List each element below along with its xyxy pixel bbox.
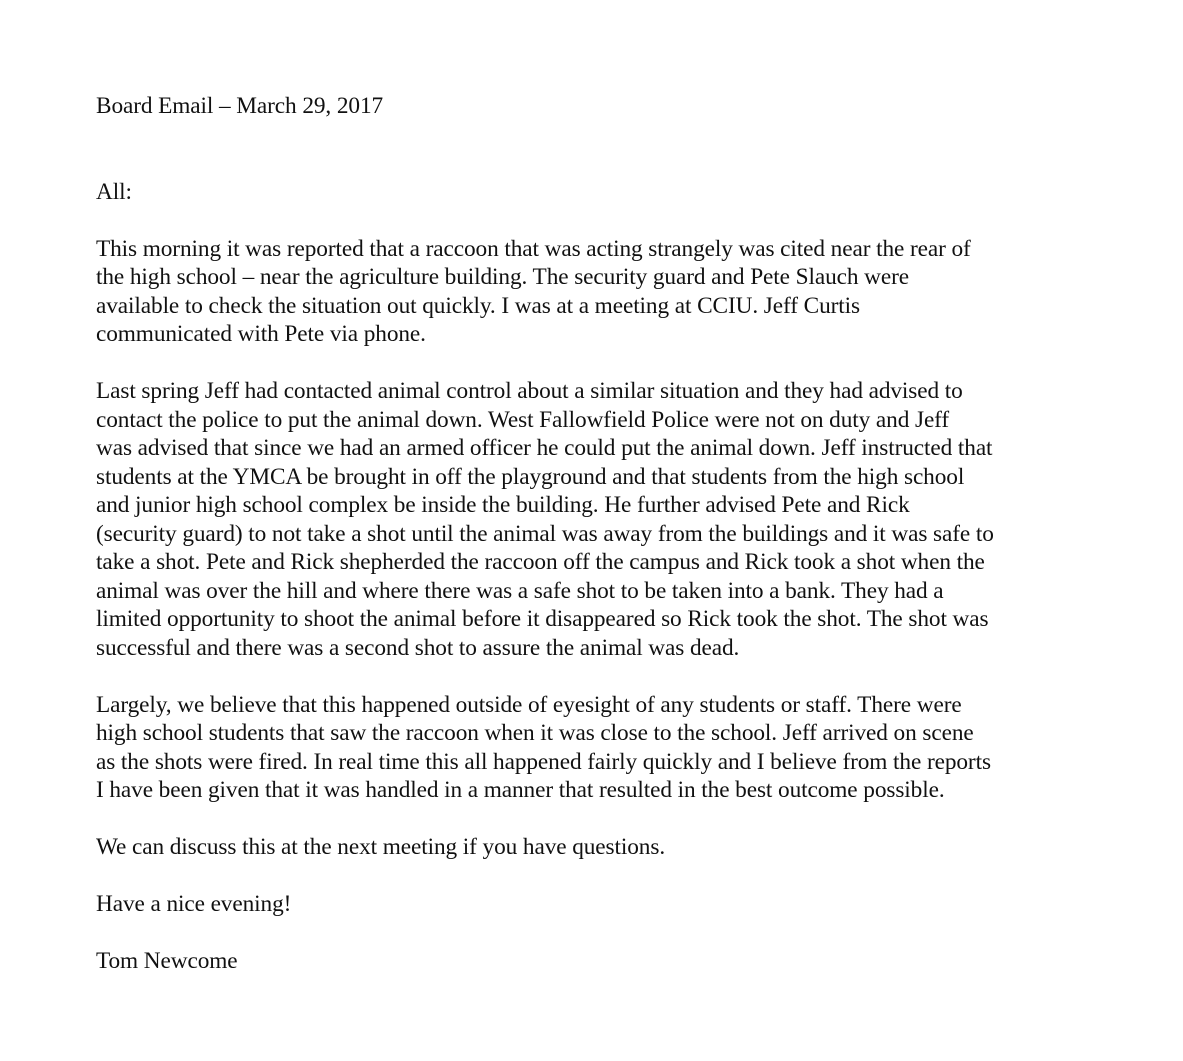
- text-line: and junior high school complex be inside the building. He further advised Pete and Rick: [96, 492, 910, 518]
- paragraph-discussion: [96, 833, 1076, 862]
- text-line: This morning it was reported that a raccoon that was acting strangely was cited near the rear of: [96, 235, 971, 262]
- text-line: as the shots were fired. In real time this all happened fairly quickly and I believe from the reports: [96, 748, 991, 775]
- greeting: All:: [96, 178, 132, 205]
- text-line: limited opportunity to shoot the animal before it disappeared so Rick took the shot. The shot was: [96, 606, 989, 632]
- paragraph-closing: [96, 890, 1076, 919]
- text-line: Have a nice evening!: [96, 891, 292, 917]
- text-line: the high school – near the agriculture building. The security guard and Pete Slauch were: [96, 264, 910, 290]
- text-line: available to check the situation out quickly. I was at a meeting at CCIU. Jeff Curtis: [96, 292, 860, 319]
- text-line: We can discuss this at the next meeting if you have questions.: [96, 834, 666, 860]
- text-line: high school students that saw the raccoon when it was close to the school. Jeff arrived on scene: [96, 720, 974, 746]
- text-line: successful and there was a second shot to assure the animal was dead.: [96, 634, 740, 661]
- document-title: Board Email – March 29, 2017: [96, 93, 384, 119]
- text-line: Last spring Jeff had contacted animal control about a similar situation and they had advised to: [96, 378, 963, 404]
- paragraph-summary: [96, 691, 1076, 805]
- text-line: I have been given that it was handled in a manner that resulted in the best outcome possible.: [96, 777, 945, 803]
- text-line: animal was over the hill and where there was a safe shot to be taken into a bank. They had a: [96, 577, 944, 604]
- text-line: students at the YMCA be brought in off the playground and that students from the high school: [96, 463, 965, 490]
- paragraph-response-details: [96, 377, 1076, 662]
- text-line: contact the police to put the animal down. West Fallowfield Police were not on duty and Jeff: [96, 406, 950, 433]
- text-line: Largely, we believe that this happened outside of eyesight of any students or staff. There were: [96, 691, 962, 718]
- text-line: was advised that since we had an armed officer he could put the animal down. Jeff instructed that: [96, 435, 993, 461]
- text-line: (security guard) to not take a shot until the animal was away from the buildings and it was safe to: [96, 520, 994, 547]
- text-line: take a shot. Pete and Rick shepherded the raccoon off the campus and Rick took a shot when the: [96, 549, 985, 575]
- email-body: [96, 92, 1076, 976]
- text-line: communicated with Pete via phone.: [96, 321, 426, 347]
- paragraph-incident-report: [96, 235, 1076, 349]
- signature: Tom Newcome: [96, 948, 238, 974]
